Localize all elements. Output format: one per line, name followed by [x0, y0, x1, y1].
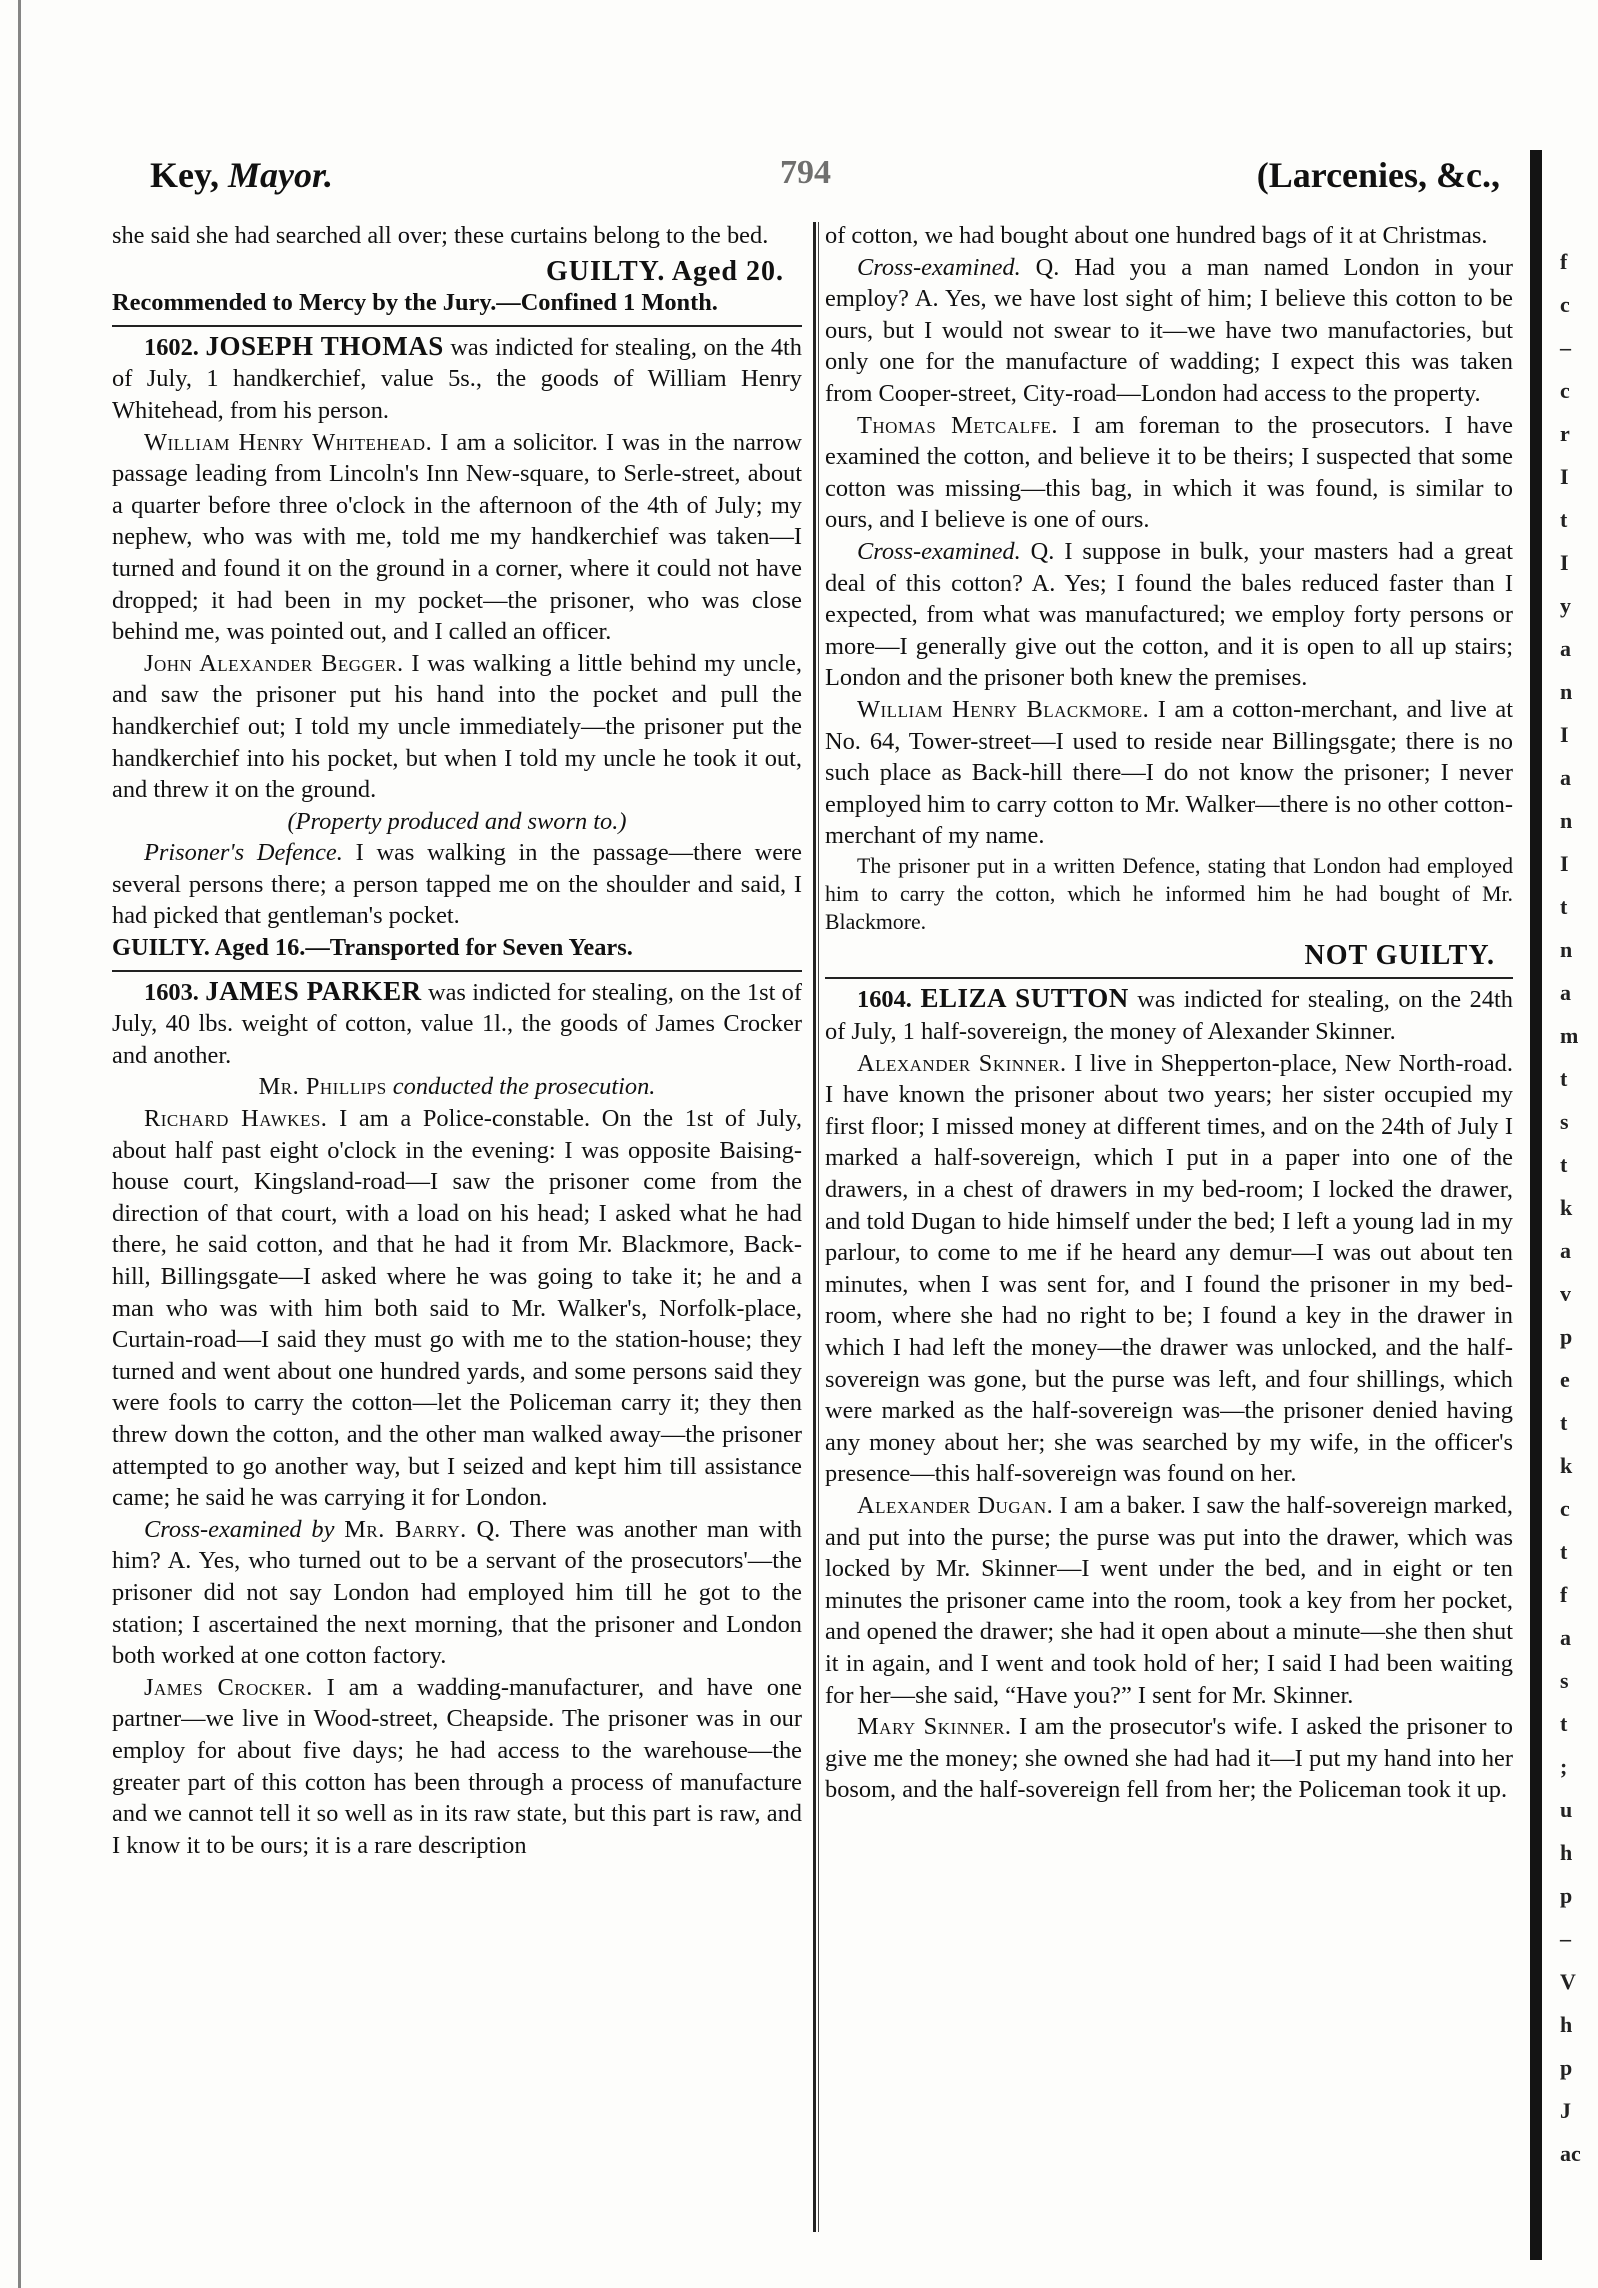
defence-label: Prisoner's Defence. — [144, 839, 343, 867]
gutter-fragment: p — [1560, 1883, 1573, 1908]
gutter-fragment: s — [1560, 1109, 1569, 1134]
gutter-fragment: J — [1560, 2098, 1571, 2123]
defendant-name: JOSEPH THOMAS — [205, 330, 444, 361]
witness-testimony — [825, 1490, 1513, 1711]
witness-name: Alexander Dugan. — [857, 1491, 1054, 1519]
cross-examination — [825, 252, 1513, 410]
witness-name: Mary Skinner. — [857, 1713, 1012, 1741]
page-binding-edge — [18, 0, 21, 2288]
testimony-text: I live in Shepperton-place, New North-road. I have known the prisoner about two years; her sister occupied my first floor; I missed money at different times, and on the 24th of July I marked a half-sovereign, which I put in a paper into one of the drawers, in a chest of drawers in my bed-room; I locked the drawer, and told Dugan to hide himself under the bed; I left a young lad in my parlour, to come to me if he heard any demur—I was out about ten minutes, when I was sent for, and I found the prisoner in my bed-room, where she had no right to be; I found a key in the drawer in which I had left the money—the drawer was unlocked, and the half-sovereign was gone, but the purse was left, and four shillings, which were marked as the half-sovereign was—the prisoner denied having any money about her; she was searched by my wife, in the officer's presence—this half-sovereign was found on her. — [825, 1049, 1513, 1488]
gutter-fragment: h — [1560, 1840, 1573, 1865]
gutter-fragment: a — [1560, 980, 1571, 1005]
case-1602 — [112, 331, 802, 427]
gutter-fragment: – — [1560, 335, 1571, 360]
cross-examination — [825, 536, 1513, 694]
section-rule — [112, 325, 802, 327]
case-1603 — [112, 976, 802, 1072]
witness-testimony — [112, 427, 802, 648]
gutter-fragment: e — [1560, 1367, 1570, 1392]
gutter-fragment: t — [1560, 1410, 1568, 1435]
counsel-name: Mr. Barry. — [344, 1515, 467, 1543]
testimony-text: I am foreman to the prosecutors. I have examined the cotton, and believe it to be theirs; I suspected that some cotton was missing—this bag, in which it was found, is similar to ours, and I believe is one of ours. — [825, 411, 1513, 534]
witness-testimony — [825, 1048, 1513, 1490]
paragraph: she said she had searched all over; these curtains belong to the bed. — [112, 222, 769, 249]
cross-examination — [112, 1514, 802, 1672]
gutter-fragment: k — [1560, 1453, 1573, 1478]
gutter-fragment: n — [1560, 808, 1573, 833]
indictment-text: was indicted for stealing, on the 1st of July, 40 lbs. weight of cotton, value 1l., the goods of James Crocker and another. — [112, 978, 802, 1069]
witness-testimony — [112, 648, 802, 806]
verdict: GUILTY. Aged 16.—Transported for Seven Years. — [112, 934, 633, 962]
header-name: Key, — [150, 155, 219, 195]
gutter-fragment: a — [1560, 636, 1571, 661]
cross-exam-text: Q. I suppose in bulk, your masters had a great deal of this cotton? A. Yes; I found the bales reduced faster than I expected, from what was manufactured; we employ forty persons or more—I generally give out the cotton, and it is open to all up stairs; London and the prisoner both knew the premises. — [825, 537, 1513, 692]
section-rule — [825, 977, 1513, 979]
witness-testimony — [112, 1672, 802, 1862]
gutter-fragment: s — [1560, 1668, 1569, 1693]
gutter-fragment: – — [1560, 1926, 1571, 1951]
gutter-fragment: I — [1560, 464, 1569, 489]
witness-testimony — [825, 410, 1513, 536]
witness-name: Alexander Skinner. — [857, 1049, 1067, 1077]
gutter-fragment: m — [1560, 1023, 1579, 1048]
gutter-fragment: t — [1560, 1152, 1568, 1177]
facing-page-fragments — [1560, 240, 1598, 2175]
gutter-fragment: h — [1560, 2012, 1573, 2037]
gutter-fragment: V — [1560, 1969, 1576, 1994]
witness-name: William Henry Whitehead. — [144, 428, 433, 456]
testimony-text: I am a Police-constable. On the 1st of July, about half past eight o'clock in the evening: I was opposite Baising-house court, Kingsland-road—I saw the prisoner come from the direction of that court, with a load on his head; I asked what he had there, he said cotton, and that he had it from Mr. Blackmore, Back-hill, Billingsgate—I asked where he was going to take it; he and a man who was with him both said to Mr. Walker's, Norfolk-place, Curtain-road—I said they must go with me to the station-house; they turned and went about one hundred yards, and some persons said they were fools to carry the cotton—let the Policeman carry it; they then threw down the cotton, and the other man walked away—the prisoner attempted to go another way, but I seized and kept him till assistance came; he said he was carrying it for London. — [112, 1105, 802, 1512]
gutter-fragment: v — [1560, 1281, 1571, 1306]
prosecution-note — [112, 1071, 802, 1103]
witness-name: William Henry Blackmore. — [857, 695, 1150, 723]
running-header — [150, 150, 1500, 210]
verdict: NOT GUILTY. — [1304, 939, 1495, 971]
property-note — [112, 806, 802, 838]
cross-exam-label: Cross-examined. — [857, 253, 1021, 281]
cross-exam-label: Cross-examined by — [144, 1515, 335, 1543]
testimony-text: I am a cotton-merchant, and live at No. 64, Tower-street—I used to reside near Billingsgate; there is no such place as Back-hill there—I do not know the prisoner; I never employed him to carry cotton to Mr. Walker—there is no other cotton-merchant of my name. — [825, 695, 1513, 850]
gutter-fragment: a — [1560, 1238, 1571, 1263]
cross-exam-text: Q. There was another man with him? A. Yes, who turned out to be a servant of the prosecutors'—the prisoner did not say London had employed him till he got to the station; I ascertained the next morning, that the prisoner and London both worked at one cotton factory. — [112, 1515, 802, 1670]
gutter-fragment: I — [1560, 851, 1569, 876]
section-rule — [112, 970, 802, 972]
cross-exam-label: Cross-examined. — [857, 537, 1021, 565]
column-divider-thin — [818, 222, 819, 2232]
testimony-text: I am a solicitor. I was in the narrow passage leading from Lincoln's Inn New-square, to Serle-street, about a quarter before three o'clock in the afternoon of the 4th of July; my nephew, who was with me, told me my handkerchief was taken—I turned and found it on the ground in a corner, where it could not have dropped; it had been in my pocket—the prisoner, who was close behind me, was pointed out, and I called an officer. — [112, 428, 802, 646]
case-number: 1603. — [144, 978, 199, 1006]
witness-testimony — [825, 1711, 1513, 1806]
gutter-fragment: n — [1560, 937, 1573, 962]
header-right: (Larcenies, &c., — [1256, 155, 1500, 195]
testimony-text: I am a wadding-manufacturer, and have one partner—we live in Wood-street, Cheapside. The prisoner was in our employ for about five days; he had access to the warehouse—the greater part of this cotton has been through a process of manufacture and we cannot tell it so well as in its raw state, but this part is raw, and I know it to be ours; it is a rare description — [112, 1673, 802, 1859]
gutter-fragment: a — [1560, 1625, 1571, 1650]
gutter-fragment: r — [1560, 421, 1570, 446]
witness-name: Richard Hawkes. — [144, 1105, 328, 1133]
witness-name: John Alexander Begger. — [144, 649, 404, 677]
testimony-text: I am a baker. I saw the half-sovereign marked, and put into the purse; the purse was put into the drawer, which was locked by Mr. Skinner—I went under the bed, and in eight or ten minutes the prisoner came into the room, took a key from her pocket, and opened the drawer; she had it open about a minute—she then shut it in again, and I went and took hold of her; I said I had been waiting for her—she said, “Have you?” I sent for Mr. Skinner. — [825, 1491, 1513, 1709]
gutter-fragment: t — [1560, 1539, 1568, 1564]
witness-name: James Crocker. — [144, 1673, 313, 1701]
gutter-fragment: y — [1560, 593, 1571, 618]
gutter-fragment: n — [1560, 679, 1573, 704]
gutter-fragment: a — [1560, 765, 1571, 790]
recommendation: Recommended to Mercy by the Jury.—Confined 1 Month. — [112, 289, 718, 317]
gutter-fragment: p — [1560, 2055, 1573, 2080]
gutter-fragment: u — [1560, 1797, 1573, 1822]
gutter-fragment: c — [1560, 1496, 1570, 1521]
gutter-fragment: t — [1560, 507, 1568, 532]
gutter-fragment: I — [1560, 722, 1569, 747]
witness-testimony — [112, 1103, 802, 1514]
gutter-fragment: ; — [1560, 1754, 1568, 1779]
defence-text: I was walking in the passage—there were several persons there; a person tapped me on the shoulder and said, I had picked that gentleman's pocket. — [112, 839, 802, 930]
left-column — [112, 220, 802, 1861]
header-left — [150, 154, 333, 196]
gutter-fragment: ac — [1560, 2141, 1581, 2166]
witness-name: Thomas Metcalfe. — [857, 411, 1058, 439]
counsel-name: Mr. Phillips — [258, 1073, 387, 1101]
gutter-fragment: k — [1560, 1195, 1573, 1220]
property-note-text: (Property produced and sworn to.) — [287, 807, 627, 835]
right-column — [825, 220, 1513, 1806]
facing-page-edge — [1530, 150, 1542, 2260]
header-title: Mayor. — [228, 155, 334, 195]
column-divider — [813, 222, 816, 2232]
case-number: 1604. — [857, 986, 912, 1014]
prosecution-note-text: conducted the prosecution. — [392, 1073, 656, 1101]
case-number: 1602. — [144, 333, 199, 361]
cross-exam-text: Q. Had you a man named London in your employ? A. Yes, we have lost sight of him; I believe this cotton to be ours, but I would not swear to it—we have two manufactories, but only one for the manufacture of wadding; I expect this was taken from Cooper-street, City-road—London had access to the property. — [825, 253, 1513, 407]
gutter-fragment: f — [1560, 249, 1568, 274]
defendant-name: ELIZA SUTTON — [920, 983, 1129, 1014]
indictment-text: was indicted for stealing, on the 24th of July, 1 half-sovereign, the money of Alexander Skinner. — [825, 986, 1513, 1046]
paragraph: of cotton, we had bought about one hundred bags of it at Christmas. — [825, 222, 1488, 249]
verdict: GUILTY. Aged 20. — [545, 255, 784, 287]
gutter-fragment: p — [1560, 1324, 1573, 1349]
gutter-fragment: c — [1560, 292, 1570, 317]
gutter-fragment: t — [1560, 894, 1568, 919]
gutter-fragment: t — [1560, 1711, 1568, 1736]
testimony-text: I am the prosecutor's wife. I asked the prisoner to give me the money; she owned she had had it—I put my hand into her bosom, and the half-sovereign fell from her; the Policeman took it up. — [825, 1713, 1513, 1804]
gutter-fragment: c — [1560, 378, 1570, 403]
gutter-fragment: I — [1560, 550, 1569, 575]
page-number: 794 — [780, 154, 831, 191]
gutter-fragment: f — [1560, 1582, 1568, 1607]
gutter-fragment: t — [1560, 1066, 1568, 1091]
indictment-text: was indicted for stealing, on the 4th of July, 1 handkerchief, value 5s., the goods of William Henry Whitehead, from his person. — [112, 333, 802, 424]
testimony-text: I was walking a little behind my uncle, and saw the prisoner put his hand into the pocket and pull the handkerchief out; I told my uncle immediately—the prisoner put the handkerchief into his pocket, but when I told my uncle he took it out, and threw it on the ground. — [112, 649, 802, 804]
witness-testimony — [825, 694, 1513, 852]
prisoner-defence — [112, 837, 802, 932]
written-defence: The prisoner put in a written Defence, stating that London had employed him to carry the cotton, which he informed him he had bought of Mr. Blackmore. — [825, 853, 1513, 934]
case-1604 — [825, 983, 1513, 1047]
defendant-name: JAMES PARKER — [205, 975, 422, 1006]
